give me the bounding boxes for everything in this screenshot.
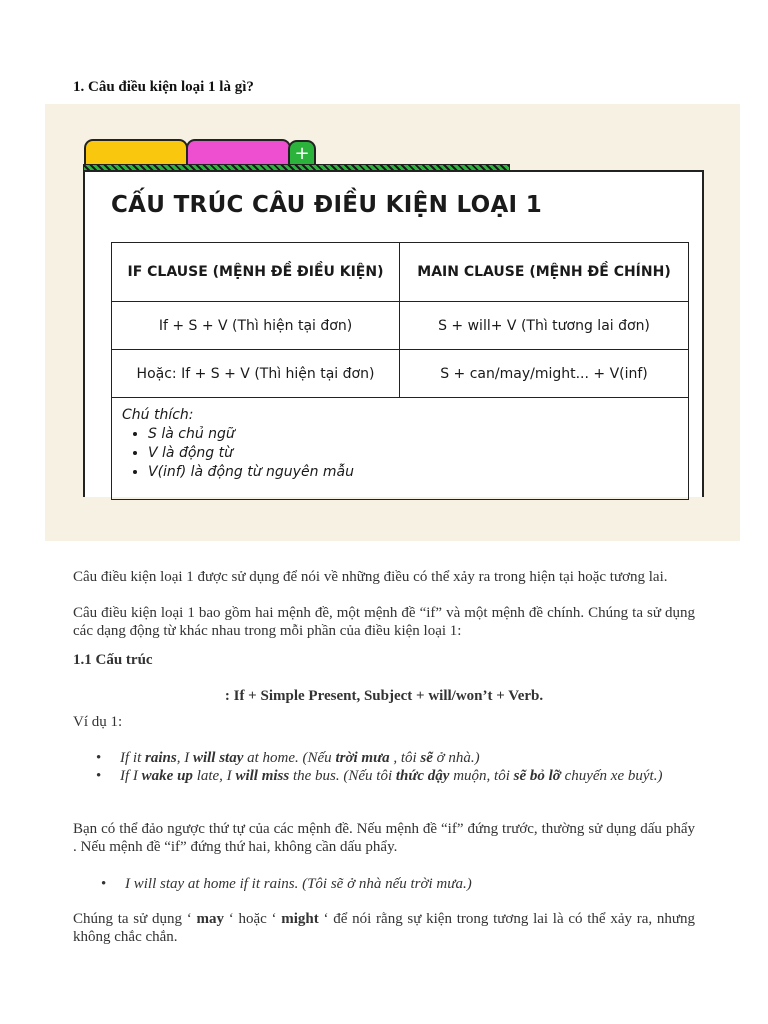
list-item: • If it rains, I will stay at home. (Nếu trời mưa , tôi sẽ ở nhà.) xyxy=(120,749,695,767)
subsection-title: 1.1 Cấu trúc xyxy=(73,652,153,668)
table-cell: S + will+ V (Thì tương lai đơn) xyxy=(400,302,689,350)
example-label: Ví dụ 1: xyxy=(73,714,123,730)
structure-card xyxy=(83,170,704,497)
note-item: • S là chủ ngữ xyxy=(148,425,678,444)
notes-cell xyxy=(112,398,689,500)
list-item: • If I wake up late, I will miss the bus. (Nếu tôi thức dậy muộn, tôi sẽ bỏ lỡ chuyến xe buýt.) xyxy=(120,767,695,785)
table-cell: Hoặc: If + S + V (Thì hiện tại đơn) xyxy=(112,350,400,398)
main-clause-header: MAIN CLAUSE (MỆNH ĐỀ CHÍNH) xyxy=(400,243,689,302)
note-item: • V là động từ xyxy=(148,444,678,463)
table-cell: If + S + V (Thì hiện tại đơn) xyxy=(112,302,400,350)
paragraph-definition: Câu điều kiện loại 1 được sử dụng để nói về những điều có thể xảy ra trong hiện tại hoặc tương lai. xyxy=(73,569,668,585)
paragraph-order: Bạn có thể đảo ngược thứ tự của các mệnh đề. Nếu mệnh đề “if” đứng trước, thường sử dụng dấu phẩy . Nếu mệnh đề “if” đứng thứ hai, không cần dấu phẩy. xyxy=(73,821,695,855)
table-cell: S + can/may/might... + V(inf) xyxy=(400,350,689,398)
example-list-2 xyxy=(125,875,695,893)
notes-title: Chú thích: xyxy=(122,407,194,423)
example-list xyxy=(120,749,695,785)
list-item: • I will stay at home if it rains. (Tôi sẽ ở nhà nếu trời mưa.) xyxy=(125,875,695,893)
formula: : If + Simple Present, Subject + will/won’t + Verb. xyxy=(224,688,544,704)
if-clause-header: IF CLAUSE (MỆNH ĐỀ ĐIỀU KIỆN) xyxy=(112,243,400,302)
card-title: CẤU TRÚC CÂU ĐIỀU KIỆN LOẠI 1 xyxy=(111,192,543,218)
yellow-tab xyxy=(84,139,188,167)
paragraph-clauses: Câu điều kiện loại 1 bao gồm hai mệnh đề, một mệnh đề “if” và một mệnh đề chính. Chúng ta sử dụng các dạng động từ khác nhau trong mỗi phần của điều kiện loại 1: xyxy=(73,605,695,639)
plus-icon: + xyxy=(288,140,316,167)
pink-tab xyxy=(186,139,291,167)
structure-table xyxy=(111,242,689,500)
note-item: • V(inf) là động từ nguyên mẫu xyxy=(148,463,678,482)
paragraph-may-might: Chúng ta sử dụng ‘ may ‘ hoặc ‘ might ‘ để nói rằng sự kiện trong tương lai là có thể xảy ra, nhưng không chắc chắn. xyxy=(73,911,695,945)
structure-illustration xyxy=(45,104,740,541)
section-heading: 1. Câu điều kiện loại 1 là gì? xyxy=(73,79,254,95)
